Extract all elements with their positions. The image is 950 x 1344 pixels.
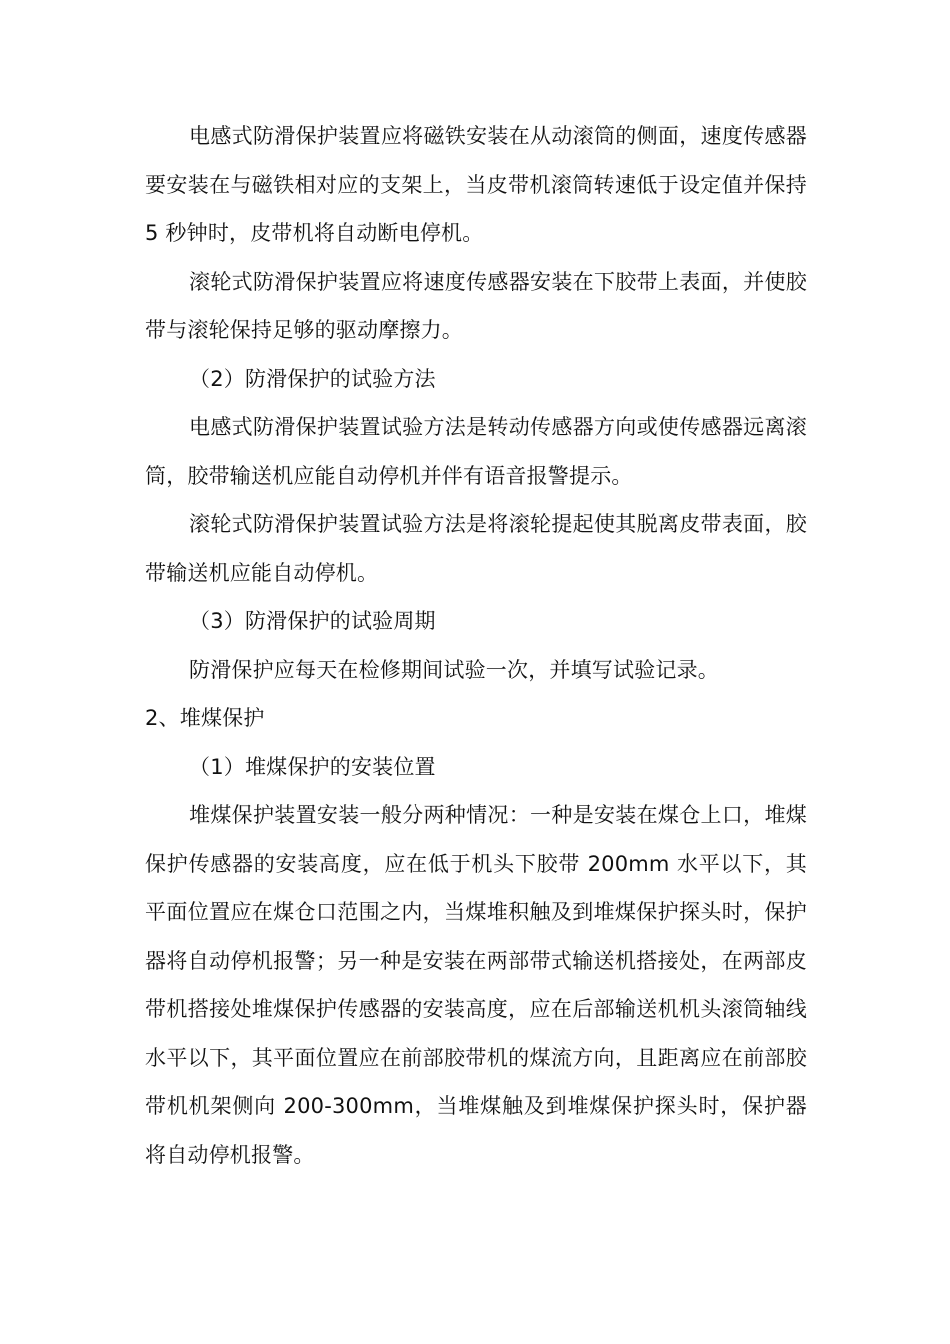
subheading-install-position: （1）堆煤保护的安装位置 [189, 754, 436, 779]
paragraph-roller-install: 滚轮式防滑保护装置应将速度传感器安装在下胶带上表面，并使胶带与滚轮保持足够的驱动摩擦力。 [145, 269, 807, 342]
paragraph-roller-test: 滚轮式防滑保护装置试验方法是将滚轮提起使其脱离皮带表面，胶带输送机应能自动停机。 [145, 512, 807, 585]
paragraph-coal-pile-install: 堆煤保护装置安装一般分两种情况：一种是安装在煤仓上口，堆煤保护传感器的安装高度，应在低于机头下胶带 200mm 水平以下，其平面位置应在煤仓口范围之内，当煤堆积触及到堆煤保护探头时，保护器将自动停机报警；另一种是安装在两部带式输送机搭接处，在两部皮带机搭接处堆煤保护传感器的安装高度，应在后部输送机机头滚筒轴线水平以下，其平面位置应在前部胶带机的煤流方向，且距离应在前部胶带机机架侧向 200-300mm，当堆煤触及到堆煤保护探头时，保护器将自动停机报警。 [145, 803, 807, 1167]
document-body [145, 112, 807, 1179]
paragraph-inductive-install: 电感式防滑保护装置应将磁铁安装在从动滚筒的侧面，速度传感器要安装在与磁铁相对应的支架上，当皮带机滚筒转速低于设定值并保持 5 秒钟时，皮带机将自动断电停机。 [145, 124, 807, 245]
paragraph-inductive-test: 电感式防滑保护装置试验方法是转动传感器方向或使传感器远离滚筒，胶带输送机应能自动停机并伴有语音报警提示。 [145, 415, 807, 488]
subheading-test-method: （2）防滑保护的试验方法 [189, 366, 436, 391]
section-heading-coal-pile: 2、堆煤保护 [145, 706, 265, 730]
paragraph-test-period: 防滑保护应每天在检修期间试验一次，并填写试验记录。 [189, 657, 719, 682]
subheading-test-period: （3）防滑保护的试验周期 [189, 609, 436, 633]
